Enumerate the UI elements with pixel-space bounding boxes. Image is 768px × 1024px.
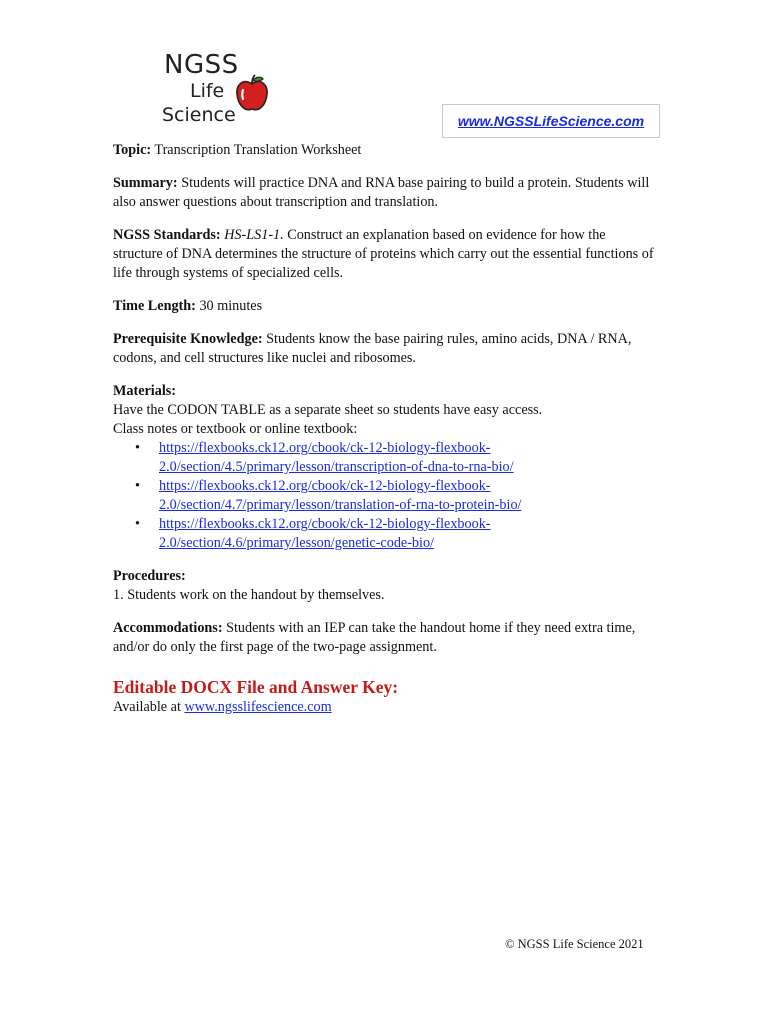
available-at-text: Available at bbox=[113, 699, 181, 715]
genetic-code-link[interactable] bbox=[159, 516, 491, 551]
topic-label: Topic: bbox=[113, 142, 152, 158]
standards-code: HS-LS1-1. bbox=[224, 227, 284, 243]
list-item bbox=[159, 477, 658, 515]
ngss-logo bbox=[160, 48, 280, 132]
translation-link[interactable] bbox=[159, 478, 521, 513]
link-line: https://flexbooks.ck12.org/cbook/ck-12-biology-flexbook- bbox=[159, 478, 491, 494]
materials-line-2: Class notes or textbook or online textbook: bbox=[113, 421, 358, 437]
answer-key-heading: Editable DOCX File and Answer Key: bbox=[113, 677, 399, 697]
link-line: https://flexbooks.ck12.org/cbook/ck-12-biology-flexbook- bbox=[159, 516, 491, 532]
topic-text: Transcription Translation Worksheet bbox=[154, 142, 362, 158]
standards-paragraph bbox=[113, 226, 658, 283]
standards-text: Construct an explanation based on evidence for how the structure of DNA determines the structure of proteins which carry out the essential functions of life through systems of specialized cells. bbox=[113, 227, 654, 281]
answer-key-link[interactable]: www.ngsslifescience.com bbox=[184, 699, 332, 715]
summary-label: Summary: bbox=[113, 175, 178, 191]
accommodations-label: Accommodations: bbox=[113, 620, 223, 636]
materials-label bbox=[113, 382, 658, 401]
prerequisite-label: Prerequisite Knowledge: bbox=[113, 331, 263, 347]
standards-label: NGSS Standards: bbox=[113, 227, 221, 243]
apple-icon bbox=[234, 74, 270, 114]
time-length-line bbox=[113, 297, 658, 316]
copyright-footer: © NGSS Life Science 2021 bbox=[505, 937, 644, 951]
procedures-label-text: Procedures: bbox=[113, 568, 186, 584]
prerequisite-text: Students know the base pairing rules, amino acids, DNA / RNA, codons, and cell structures like nuclei and ribosomes. bbox=[113, 331, 632, 366]
textbook-links-list bbox=[113, 439, 658, 553]
accommodations-paragraph bbox=[113, 619, 658, 657]
website-link-box[interactable]: www.NGSSLifeScience.com bbox=[442, 104, 660, 138]
link-line: 2.0/section/4.7/primary/lesson/translation-of-rna-to-protein-bio/ bbox=[159, 497, 522, 513]
lesson-plan-body bbox=[113, 141, 658, 717]
materials-line-1: Have the CODON TABLE as a separate sheet so students have easy access. bbox=[113, 402, 543, 418]
procedures-step-1: 1. Students work on the handout by themselves. bbox=[113, 587, 385, 603]
list-item bbox=[159, 515, 658, 553]
link-line: 2.0/section/4.5/primary/lesson/transcription-of-dna-to-rna-bio/ bbox=[159, 459, 514, 475]
answer-key-availability bbox=[113, 698, 658, 717]
logo-line-ngss: NGSS bbox=[164, 50, 239, 80]
summary-text: Students will practice DNA and RNA base pairing to build a protein. Students will also answer questions about transcription and translation. bbox=[113, 175, 650, 210]
accommodations-text: Students with an IEP can take the handout home if they need extra time, and/or do only the first page of the two-page assignment. bbox=[113, 620, 636, 655]
topic-line bbox=[113, 141, 658, 160]
summary-paragraph bbox=[113, 174, 658, 212]
link-line: 2.0/section/4.6/primary/lesson/genetic-code-bio/ bbox=[159, 535, 435, 551]
time-length-label: Time Length: bbox=[113, 298, 196, 314]
transcription-link[interactable] bbox=[159, 440, 514, 475]
materials-label-text: Materials: bbox=[113, 383, 177, 399]
time-length-text: 30 minutes bbox=[199, 298, 263, 314]
link-line: https://flexbooks.ck12.org/cbook/ck-12-biology-flexbook- bbox=[159, 440, 491, 456]
prerequisite-paragraph bbox=[113, 330, 658, 368]
procedures-label bbox=[113, 567, 658, 586]
list-item bbox=[159, 439, 658, 477]
logo-line-life: Life bbox=[190, 80, 225, 102]
logo-line-science: Science bbox=[162, 104, 236, 126]
